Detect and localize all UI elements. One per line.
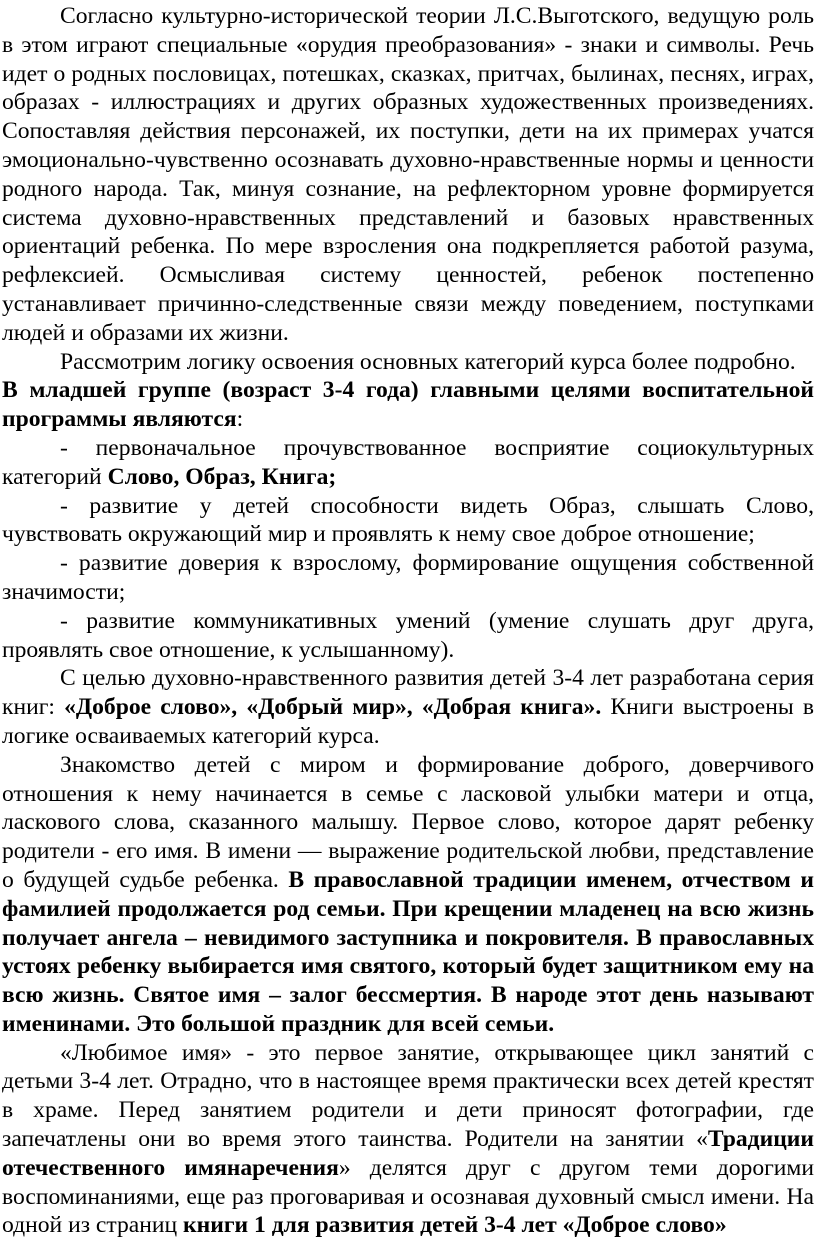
list-item <box>2 549 814 607</box>
list-item <box>2 492 814 550</box>
bold-text: «Доброе слово», «Добрый мир», «Добрая книга». <box>64 694 602 721</box>
list-item-text: - первоначальное прочувствованное восприятие социокультурных категорий <box>2 434 814 490</box>
bold-text: Слово, Образ, Книга; <box>107 463 337 490</box>
paragraph-text: : <box>236 406 244 433</box>
paragraph-text: С целью духовно-нравственного развития детей 3-4 лет разработана серия книг: <box>2 665 814 721</box>
paragraph-vygotsky <box>2 2 814 348</box>
paragraph-name-tradition <box>2 751 814 1039</box>
bold-text: В младшей группе (возраст 3-4 года) главными целями воспитательной программы являются <box>2 377 814 433</box>
paragraph-beloved-name <box>2 1039 814 1238</box>
paragraph-goals-heading <box>2 376 814 434</box>
paragraph-text: «Любимое имя» - это первое занятие, открывающее цикл занятий с детьми 3-4 лет. Отрадно, что в настоящее время практически всех детей крестят в храме. Перед занятием родители и дети приносят фотографии, где запечатлены они во время этого таинства. Родители на занятии « <box>2 1039 814 1153</box>
bold-text: Традиции отечественного имянаречения <box>2 1126 814 1181</box>
bold-text: книги 1 для развития детей 3-4 лет «Доброе слово» <box>183 1212 727 1238</box>
list-item <box>2 434 814 492</box>
paragraph-text: Книги выстроены в логике осваиваемых категорий курса. <box>2 694 814 749</box>
paragraph-logic <box>2 348 814 377</box>
paragraph-text: » делятся друг с другом теми дорогими воспоминаниями, еще раз проговаривая и осознавая духовный смысл имени. На одной из страниц <box>2 1154 814 1238</box>
list-item-text: - развитие доверия к взрослому, формирование ощущения собственной значимости; <box>2 550 814 605</box>
paragraph-text: Знакомство детей с миром и формирование доброго, доверчивого отношения к нему начинается в семье с ласковой улыбки матери и отца, ласкового слова, сказанного малышу. Первое слово, которое дарят ребенку родители - его имя. В имени — выражение родительской любви, представление о будущей судьбе ребенка. <box>2 751 814 893</box>
list-item-text: - развитие коммуникативных умений (умение слушать друг друга, проявлять свое отношение, к услышанному). <box>2 607 814 663</box>
list-item <box>2 607 814 665</box>
paragraph-text: Согласно культурно-исторической теории Л.С.Выготского, ведущую роль в этом играют специальные «орудия преобразования» - знаки и символы. Речь идет о родных пословицах, потешках, сказках, притчах, былинах, песнях, играх, образах - иллюстрациях и других образных художественных произведениях. Сопоставляя действия персонажей, их поступки, дети на их примерах учатся эмоционально-чувственно осознавать духовно-нравственные нормы и ценности родного народа. Так, минуя сознание, на рефлекторном уровне формируется система духовно-нравственных представлений и базовых нравственных ориентаций ребенка. По мере взросления она подкрепляется работой разума, рефлексией. Осмысливая систему ценностей, ребенок постепенно устанавливает причинно-следственные связи между поведением, поступками людей и образами их жизни. <box>2 3 814 346</box>
list-item-text: - развитие у детей способности видеть Образ, слышать Слово, чувствовать окружающий мир и проявлять к нему свое доброе отношение; <box>2 492 814 548</box>
paragraph-book-series <box>2 664 814 750</box>
paragraph-text: Рассмотрим логику освоения основных категорий курса более подробно. <box>60 348 796 375</box>
bold-text: В православной традиции именем, отчеством и фамилией продолжается род семьи. При крещении младенец на всю жизнь получает ангела – невидимого заступника и покровителя. В православных устоях ребенку выбирается имя святого, который будет защитником ему на всю жизнь. Святое имя – залог бессмертия. В народе этот день называют именинами. Это большой праздник для всей семьи. <box>2 866 814 1037</box>
